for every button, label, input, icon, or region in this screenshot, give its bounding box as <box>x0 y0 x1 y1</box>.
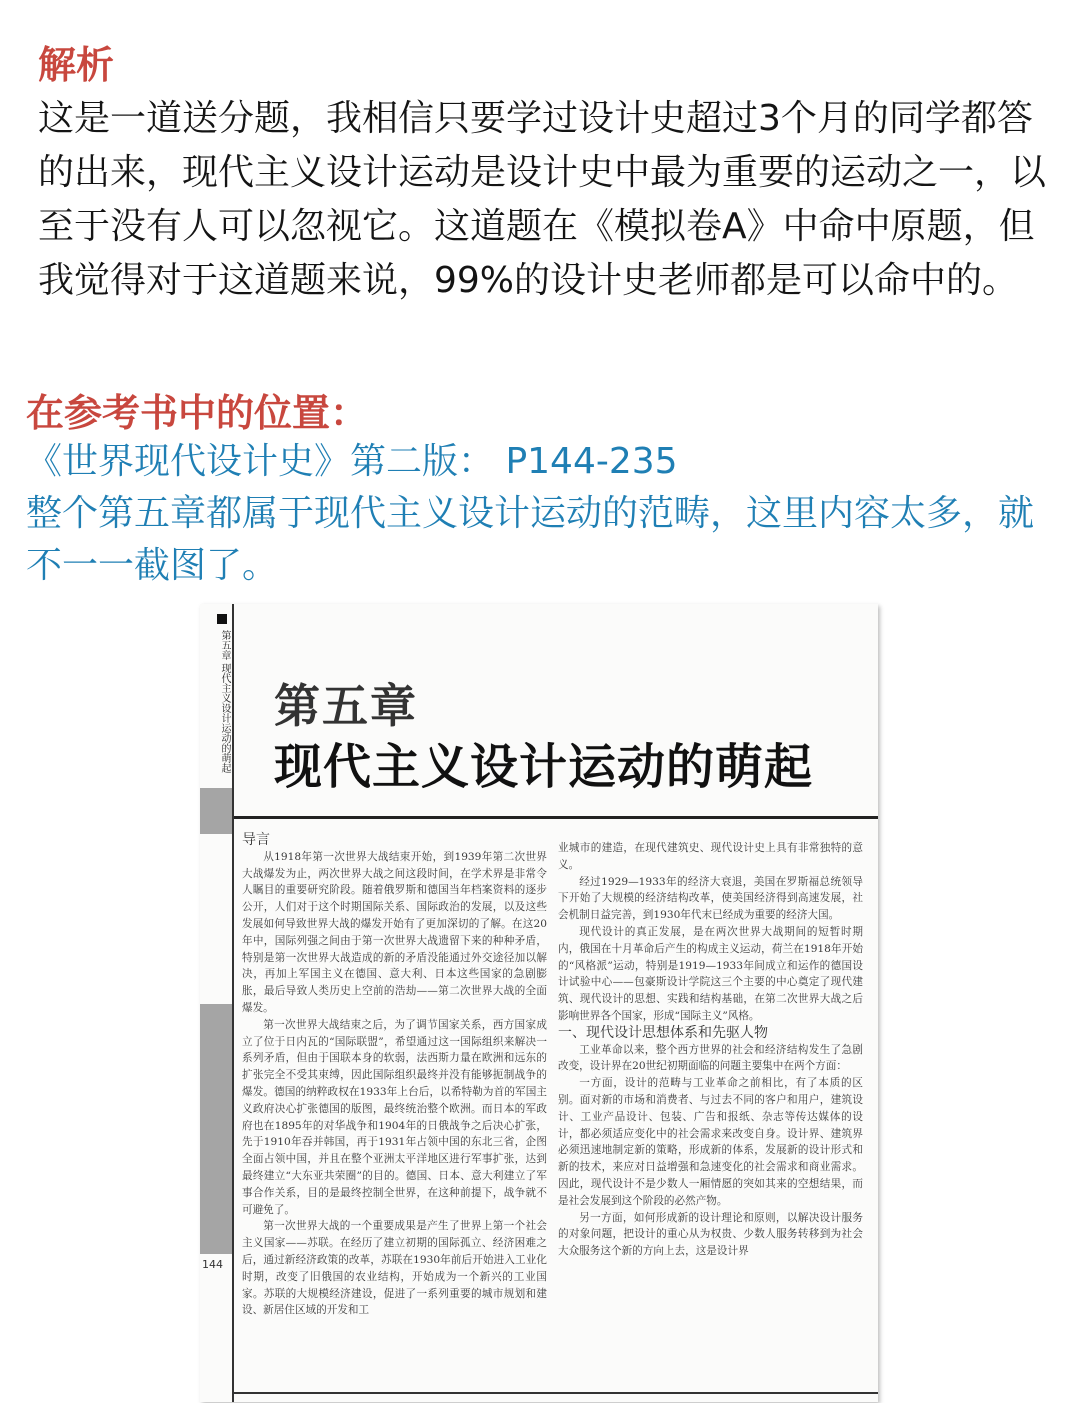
analysis-body: 这是一道送分题，我相信只要学过设计史超过3个月的同学都答的出来，现代主义设计运动是设计史中最为重要的运动之一，以至于没有人可以忽视它。这道题在《模拟卷A》中命中原题，但我觉得对于这道题来说，99%的设计史老师都是可以命中的。 <box>38 98 1047 301</box>
paragraph: 业城市的建造，在现代建筑史、现代设计史上具有非常独特的意义。 <box>558 842 863 871</box>
right-column <box>558 840 863 1260</box>
intro-heading: 导言 <box>242 832 270 848</box>
paragraph: 一方面，设计的范畴与工业革命之前相比，有了本质的区别。面对新的市场和消费者、与过去不同的客户和用户，建筑设计、工业产品设计、包装、广告和报纸、杂志等传达媒体的设计，都必须适应变化中的社会需求来改变自身。设计界、建筑界必须迅速地制定新的策略，形成新的体系，发展新的设计形式和新的技术，来应对日益增强和急速变化的社会需求和商业需求。因此，现代设计不是少数人一厢情愿的突如其来的空想结果，而是社会发展到这个阶段的必然产物。 <box>558 1077 863 1207</box>
footer-rule <box>234 1392 878 1394</box>
book-content <box>232 604 878 1402</box>
header-rule <box>234 816 878 819</box>
paragraph: 现代设计的真正发展，是在两次世界大战期间的短暂时期内，俄国在十月革命后产生的构成主义运动，荷兰在1918年开始的“风格派”运动，特别是1919—1933年间成立和运作的德国设计试验中心——包豪斯设计学院这三个主要的中心奠定了现代建筑、现代设计的思想、实践和结构基础，在第二次世界大战之后影响世界各个国家，形成“国际主义”风格。 <box>558 925 863 1022</box>
section-heading: 一、现代设计思想体系和先驱人物 <box>558 1024 768 1041</box>
left-column <box>242 832 547 1319</box>
paragraph: 另一方面，如何形成新的设计理论和原则，以解决设计服务的对象问题，把设计的重心从为权贵、少数人服务转移到为社会大众服务这个新的方向上去，这是设计界 <box>558 1211 863 1258</box>
book-page-image <box>200 604 878 1402</box>
page-number: 144 <box>202 1258 223 1271</box>
analysis-heading: 解析 <box>38 43 115 87</box>
side-running-title: 第五章 现代主义设计运动的萌起 <box>219 630 230 774</box>
paragraph: 第一次世界大战的一个重要成果是产生了世界上第一个社会主义国家——苏联。在经历了建立初期的国际孤立、经济困难之后，通过新经济政策的改革，苏联在1930年前后开始进入工业化时期，改变了旧俄国的农业结构，开始成为一个新兴的工业国家。苏联的大规模经济建设，促进了一系列重要的城市规划和建设、新居住区域的开发和工 <box>242 1220 547 1317</box>
reference-book-pages: 《世界现代设计史》第二版： P144-235 <box>26 441 678 482</box>
grey-margin-bar <box>200 1004 232 1254</box>
grey-margin-bar <box>200 788 232 834</box>
paragraph: 从1918年第一次世界大战结束开始，到1939年第二次世界大战爆发为止，两次世界大战之间这段时间，在学术界是非常令人瞩目的重要研究阶段。随着俄罗斯和德国当年档案资料的逐步公开，人们对于这个时期国际关系、国际政治的发展，以及这些发展如何导致世界大战的爆发开始有了更加深切的了解。在这20年中，国际列强之间由于第一次世界大战遗留下来的种种矛盾，特别是第一次世界大战造成的新的矛盾没能通过外交途径加以解决，再加上军国主义在德国、意大利、日本这些国家的急剧膨胀，最后导致人类历史上空前的浩劫——第二次世界大战的全面爆发。 <box>242 850 547 1014</box>
chapter-title: 现代主义设计运动的萌起 <box>274 739 814 795</box>
reference-heading: 在参考书中的位置： <box>26 391 369 435</box>
chapter-marker <box>217 614 227 624</box>
reference-note: 整个第五章都属于现代主义设计运动的范畴，这里内容太多，就不一一截图了。 <box>26 493 1035 586</box>
paragraph: 工业革命以来，整个西方世界的社会和经济结构发生了急剧改变，设计界在20世纪初期面临的问题主要集中在两个方面： <box>558 1043 863 1073</box>
chapter-number: 第五章 <box>274 679 418 733</box>
paragraph: 经过1929—1933年的经济大衰退，美国在罗斯福总统领导下开始了大规模的经济结构改革，使美国经济得到高速发展，社会机制日益完善，到1930年代末已经成为重要的经济大国。 <box>558 875 863 922</box>
paragraph: 第一次世界大战结束之后，为了调节国家关系，西方国家成立了位于日内瓦的“国际联盟”，希望通过这一国际组织来解决一系列矛盾，但由于国联本身的软弱，法西斯力量在欧洲和远东的扩张完全不受其束缚，因此国际组织最终并没有能够扼制战争的爆发。德国的纳粹政权在1933年上台后，以希特勒为首的军国主义政府决心扩张德国的版图，最终统治整个欧洲。而日本的军政府也在1895年的对华战争和1904年的日俄战争之后决心扩张，先于1910年吞并韩国，再于1931年占领中国的东北三省，企图全面占领中国，并且在整个亚洲太平洋地区进行军事扩张，达到最终建立“大东亚共荣圈”的目的。德国、日本、意大利建立了军事合作关系，目的是最终控制全世界，在这种前提下，战争就不可避免了。 <box>242 1018 547 1216</box>
